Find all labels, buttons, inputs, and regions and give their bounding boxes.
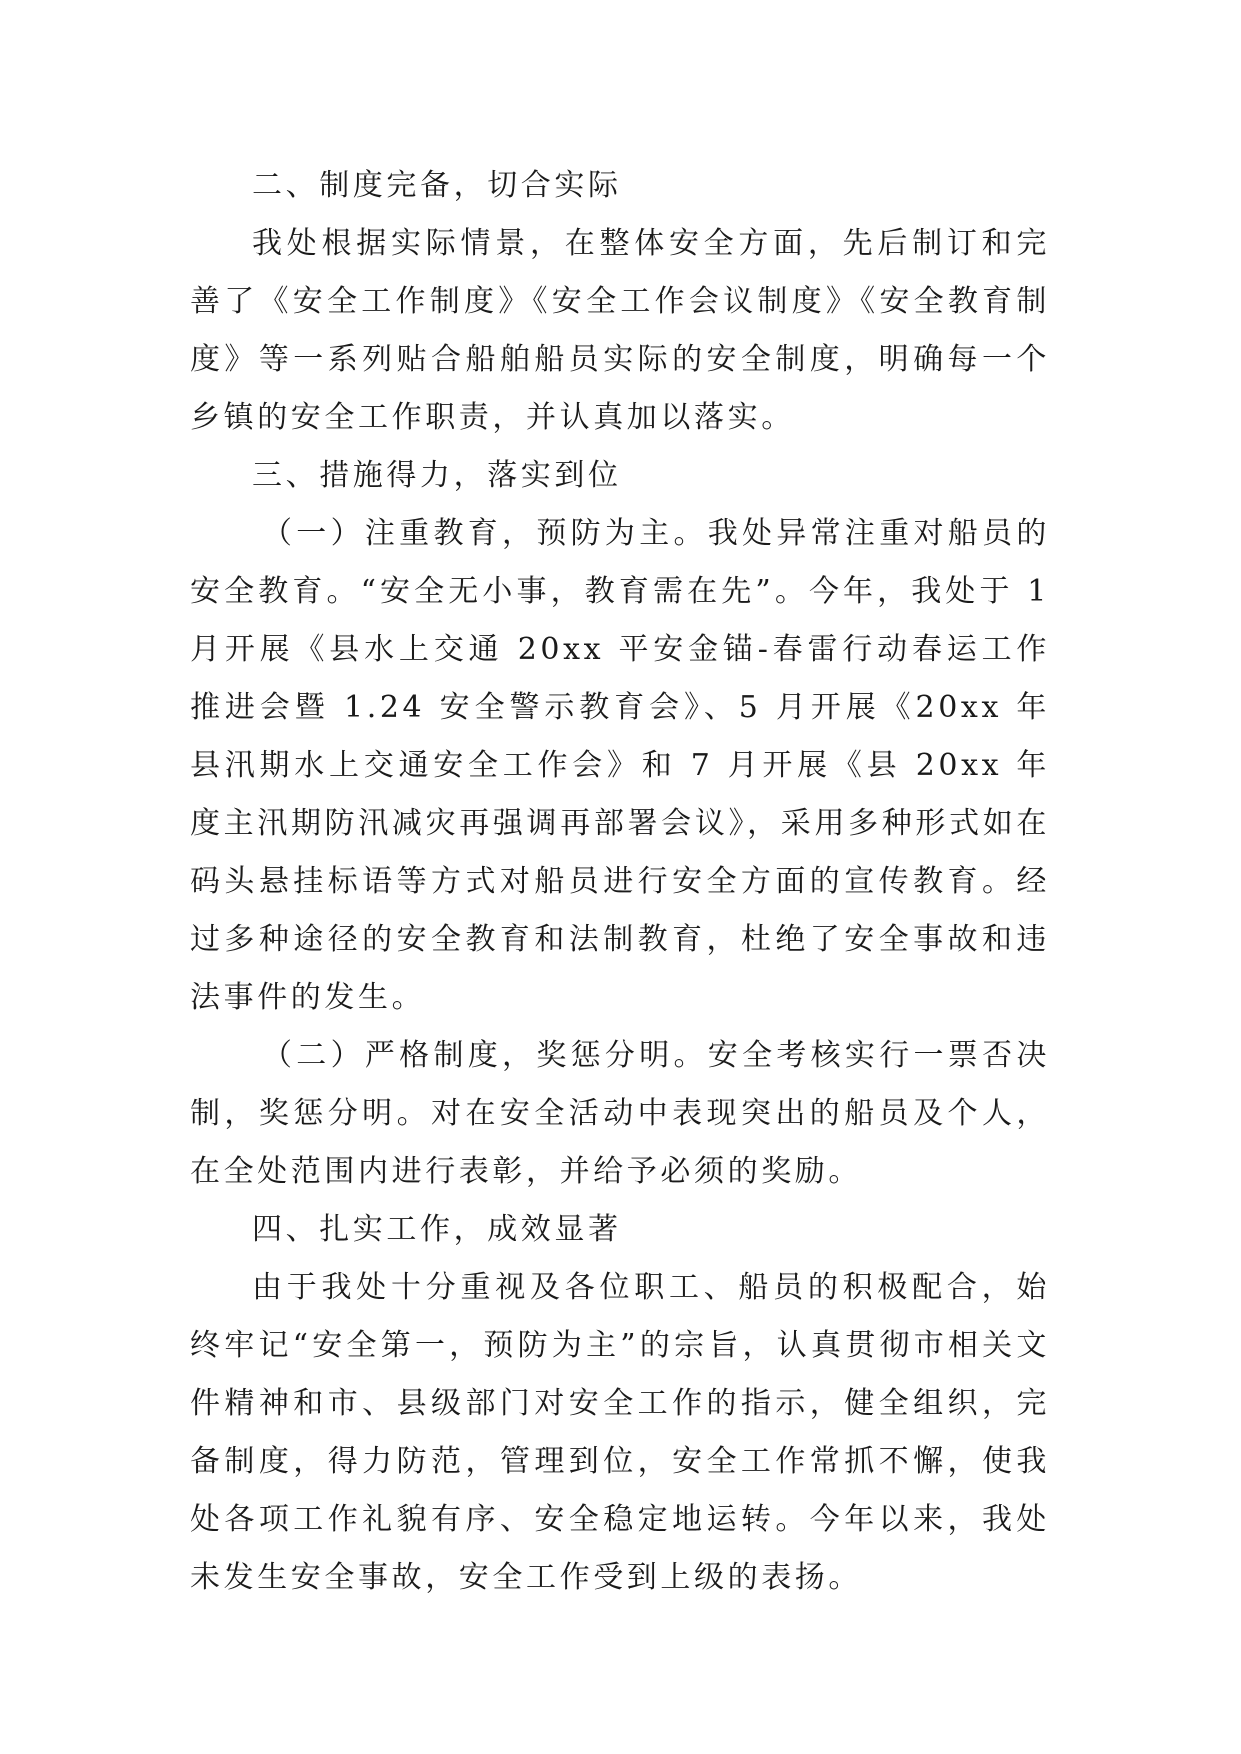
section-2-paragraph: 我处根据实际情景，在整体安全方面，先后制订和完善了《安全工作制度》《安全工作会议制度》《安全教育制度》等一系列贴合船舶船员实际的安全制度，明确每一个乡镇的安全工作职责，并认真加以落实。: [190, 226, 1050, 435]
section-2-heading: 二、制度完备，切合实际: [252, 168, 622, 203]
section-4-paragraph: 由于我处十分重视及各位职工、船员的积极配合，始终牢记“安全第一，预防为主”的宗旨，认真贯彻市相关文件精神和市、县级部门对安全工作的指示，健全组织，完备制度，得力防范，管理到位，安全工作常抓不懈，使我处各项工作礼貌有序、安全稳定地运转。今年以来，我处未发生安全事故，安全工作受到上级的表扬。: [190, 1270, 1050, 1595]
section-3-item-1: （一）注重教育，预防为主。我处异常注重对船员的安全教育。“安全无小事，教育需在先”。今年，我处于 1 月开展《县水上交通 20xx 平安金锚-春雷行动春运工作推进会暨 1.24 安全警示教育会》、5 月开展《20xx 年县汛期水上交通安全工作会》和 7 月开展《县 20xx 年度主汛期防汛减灾再强调再部署会议》，采用多种形式如在码头悬挂标语等方式对船员进行安全方面的宣传教育。经过多种途径的安全教育和法制教育，杜绝了安全事故和违法事件的发生。: [190, 516, 1050, 1015]
document-body: [190, 157, 1050, 1607]
section-4-heading: 四、扎实工作，成效显著: [252, 1212, 622, 1247]
section-3-heading: 三、措施得力，落实到位: [252, 458, 622, 493]
section-3-item-2: （二）严格制度，奖惩分明。安全考核实行一票否决制，奖惩分明。对在安全活动中表现突出的船员及个人，在全处范围内进行表彰，并给予必须的奖励。: [190, 1038, 1050, 1189]
